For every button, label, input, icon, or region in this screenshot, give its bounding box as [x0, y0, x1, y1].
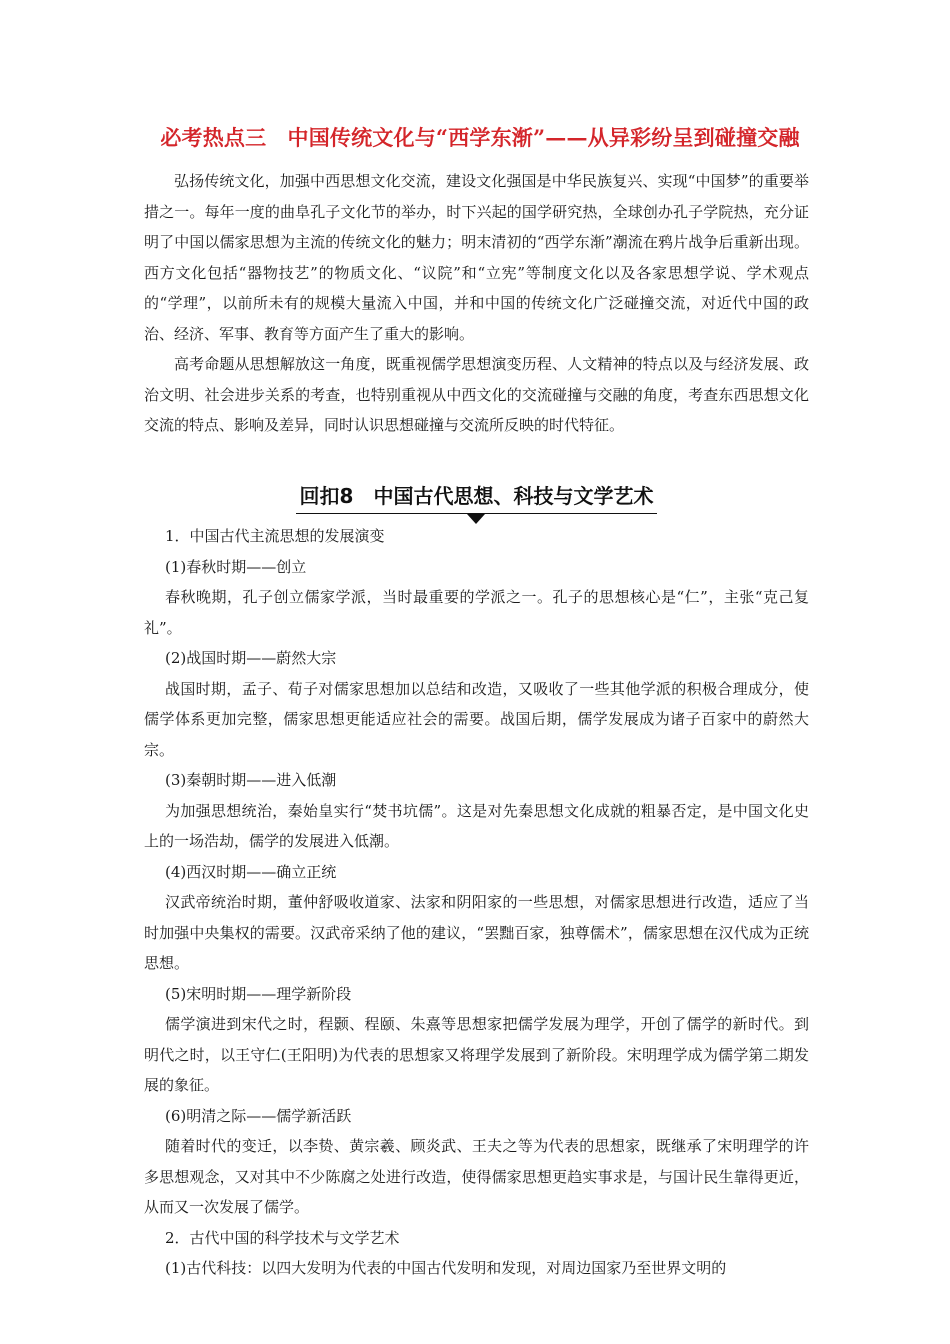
period-label: (1)春秋时期——创立 [165, 557, 307, 576]
period-label: (5)宋明时期——理学新阶段 [165, 984, 352, 1003]
period-label: (6)明清之际——儒学新活跃 [165, 1106, 352, 1125]
period-text: 汉武帝统治时期，董仲舒吸收道家、法家和阴阳家的一些思想，对儒家思想进行改造，适应了当时加强中央集权的需要。汉武帝采纳了他的建议，“罢黜百家，独尊儒术”，儒家思想在汉代成为正统思想。 [144, 893, 809, 972]
period-label: (4)西汉时期——确立正统 [165, 862, 337, 881]
review-section [144, 521, 809, 1284]
section-heading-text: 回扣8 中国古代思想、科技与文学艺术 [299, 484, 654, 508]
intro-paragraph: 弘扬传统文化，加强中西思想文化交流，建设文化强国是中华民族复兴、实现“中国梦”的重要举措之一。每年一度的曲阜孔子文化节的举办，时下兴起的国学研究热，全球创办孔子学院热，充分证明了中国以儒家思想为主流的传统文化的魅力；明末清初的“西学东渐”潮流在鸦片战争后重新出现。西方文化包括“器物技艺”的物质文化、“议院”和“立宪”等制度文化以及各家思想学说、学术观点的“学理”，以前所未有的规模大量流入中国，并和中国的传统文化广泛碰撞交流，对近代中国的政治、经济、军事、教育等方面产生了重大的影响。 [144, 172, 809, 343]
section-heading [144, 482, 809, 514]
item-heading: 1．中国古代主流思想的发展演变 [165, 527, 385, 545]
period-text: 随着时代的变迁，以李贽、黄宗羲、顾炎武、王夫之等为代表的思想家，既继承了宋明理学的许多思想观念，又对其中不少陈腐之处进行改造，使得儒家思想更趋实事求是，与国计民生靠得更近，从而又一次发展了儒学。 [144, 1137, 809, 1216]
period-label: (3)秦朝时期——进入低潮 [165, 771, 337, 789]
period-text: 战国时期，孟子、荀子对儒家思想加以总结和改造，又吸收了一些其他学派的积极合理成分，使儒学体系更加完整，儒家思想更能适应社会的需要。战国后期，儒学发展成为诸子百家中的蔚然大宗。 [144, 679, 809, 759]
item-heading: 2．古代中国的科学技术与文学艺术 [165, 1228, 400, 1247]
period-text: 为加强思想统治，秦始皇实行“焚书坑儒”。这是对先秦思想文化成就的粗暴否定，是中国文化史上的一场浩劫，儒学的发展进入低潮。 [144, 801, 809, 850]
period-text: 春秋晚期，孔子创立儒家学派，当时最重要的学派之一。孔子的思想核心是“仁”，主张“克己复礼”。 [144, 588, 809, 637]
intro-paragraph: 高考命题从思想解放这一角度，既重视儒学思想演变历程、人文精神的特点以及与经济发展、政治文明、社会进步关系的考查，也特别重视从中西文化的交流碰撞与交融的角度，考查东西思想文化交流的特点、影响及差异，同时认识思想碰撞与交流所反映的时代特征。 [144, 355, 809, 434]
period-text: 儒学演进到宋代之时，程颢、程颐、朱熹等思想家把儒学发展为理学，开创了儒学的新时代。到明代之时，以王守仁(王阳明)为代表的思想家又将理学发展到了新阶段。宋明理学成为儒学第二期发展的象征。 [144, 1015, 809, 1094]
item-first-line: (1)古代科技：以四大发明为代表的中国古代发明和发现，对周边国家乃至世界文明的 [165, 1259, 727, 1277]
section-heading-label [296, 482, 658, 514]
document-title: 必考热点三 中国传统文化与“西学东渐”——从异彩纷呈到碰撞交融 [160, 125, 800, 150]
period-label: (2)战国时期——蔚然大宗 [165, 649, 337, 667]
intro-section [144, 166, 809, 441]
